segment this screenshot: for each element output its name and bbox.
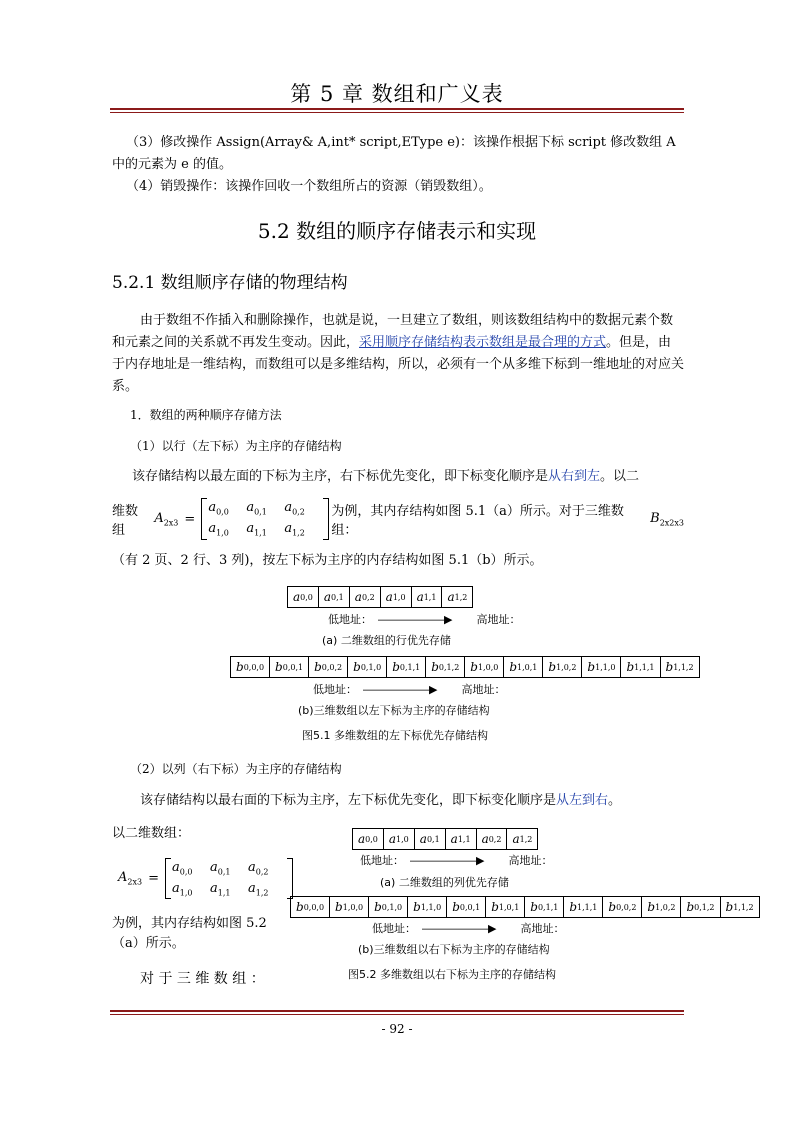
fig51-a-caption: (a) 二维数组的行优先存储	[322, 634, 451, 647]
matrix-cell: $a_{0,0}$	[172, 860, 193, 877]
memory-cell: a 0,1	[415, 829, 446, 849]
arrow-icon: ――――――▶	[363, 682, 438, 696]
footer-rule-thin	[110, 1014, 684, 1015]
memory-cell: b 1,1,0	[408, 897, 447, 917]
memory-cell: b 0,0,2	[309, 657, 348, 677]
paragraph-text-2: 。但是，由于内存地址是一维结构，而数组可以是多维结构，所以，必须有一个从多维下标到一维地址的对应关系。	[112, 335, 685, 394]
memory-cell: a 0,1	[319, 587, 350, 607]
memory-cell: b 1,0,2	[642, 897, 681, 917]
low-address-label: 低地址：	[313, 683, 357, 696]
op-assign-text: （3）修改操作 Assign(Array& A,int* script,EType e)：该操作根据下标 script 修改数组 A 中的元素为 e 的值。	[112, 135, 676, 172]
high-address-label: 高地址：	[461, 683, 506, 696]
memory-cell: b 1,1,2	[725, 900, 754, 914]
arrow-icon: ――――――▶	[378, 612, 453, 626]
col-major-line4: 对 于 三 维 数 组 ：	[140, 971, 265, 987]
low-address-label: 低地址：	[360, 854, 404, 867]
matrix-cell: $a_{1,1}$	[210, 880, 231, 898]
memory-cell: b 0,0,0	[291, 897, 330, 917]
memory-cell: a 1,0	[381, 587, 412, 607]
col-major-line3: 为例，其内存结构如图 5.2（a）所示。	[112, 916, 267, 951]
fig52-a-row	[352, 828, 538, 850]
memory-cell: a 0,2	[477, 829, 508, 849]
memory-cell: b 1,1,1	[621, 657, 660, 677]
high-address-label: 高地址：	[508, 854, 553, 867]
fig51-b-caption: (b)三维数组以左下标为主序的存储结构	[298, 704, 490, 717]
memory-cell: b 1,1,2	[665, 660, 694, 674]
paragraph-intro	[112, 310, 684, 398]
matrix-a-col	[165, 858, 293, 899]
matrix-a	[201, 498, 329, 539]
fig52-b-caption: (b)三维数组以右下标为主序的存储结构	[358, 943, 550, 956]
paragraph-text-1: 由于数组不作插入和删除操作，也就是说，一旦建立了数组，则该数组结构中的数据元素个数和元素之间的关系就不再发生变动。因此，	[112, 313, 674, 350]
memory-cell: a 1,2	[512, 832, 533, 846]
high-address-label: 高地址：	[520, 922, 565, 935]
memory-cell: b 0,1,2	[426, 657, 465, 677]
fig52-caption: 图5.2 多维数组以右下标为主序的存储结构	[348, 968, 556, 981]
col-major-line2: 以二维数组：	[112, 826, 191, 841]
heading-col-major: （2）以列（右下标）为主序的存储结构	[130, 762, 342, 776]
footer-rule	[110, 1010, 684, 1012]
col-major-line1	[112, 790, 684, 812]
matrix-cell: $a_{0,0}$	[208, 500, 229, 517]
memory-cell: b 0,0,1	[270, 657, 309, 677]
matrix-cell: $a_{1,1}$	[246, 521, 267, 538]
fig52-b-address	[372, 920, 564, 936]
storage-link[interactable]: 采用顺序存储结构表示数组是最合理的方式	[359, 335, 607, 350]
op-destroy-text: （4）销毁操作：该操作回收一个数组所占的资源（销毁数组）。	[126, 179, 492, 194]
col-major-text-end: 。	[608, 793, 622, 808]
fig51-a-row	[287, 586, 473, 608]
memory-cell: b 1,0,0	[465, 657, 504, 677]
memory-cell: b 0,0,1	[447, 897, 486, 917]
memory-cell: a 0,0	[353, 829, 384, 849]
arrow-icon: ――――――▶	[422, 921, 497, 935]
memory-cell: b 1,1,0	[582, 657, 621, 677]
order-left-to-right: 从左到右	[556, 793, 609, 808]
row-major-matrix-line: 维数组 $A_{2x3}$ = $a_{0,0}$ $a_{0,1}$ $a_{0,2}$ $a_{1,0}$ $a_{1,1}$ $a_{1,2}$ 为例，其内存结构如图 5.1（a）所示。对于三维数组： $B_{2x2x3}$	[112, 500, 684, 538]
memory-cell: b 0,1,2	[681, 897, 720, 917]
memory-cell: b 0,1,1	[525, 897, 564, 917]
fig51-caption: 图5.1 多维数组的左下标优先存储结构	[302, 729, 488, 742]
low-address-label: 低地址：	[328, 613, 372, 626]
arrow-icon: ――――――▶	[410, 853, 485, 867]
b-array-name: $B_{2x2x3}$	[650, 510, 684, 528]
memory-cell: a 1,1	[412, 587, 443, 607]
row-major-text: 该存储结构以最左面的下标为主序，右下标优先变化，即下标变化顺序是	[132, 469, 549, 484]
fig51-b-row	[230, 656, 700, 678]
section-title: 5.2 数组的顺序存储表示和实现	[257, 219, 537, 243]
memory-cell: a 0,0	[288, 587, 319, 607]
memory-cell: b 1,0,1	[486, 897, 525, 917]
memory-cell: b 0,0,0	[231, 657, 270, 677]
matrix-cell: $a_{1,0}$	[208, 521, 229, 538]
text-example: 为例，其内存结构如图 5.1（a）所示。对于三维数组：	[331, 504, 624, 538]
chapter-title: 第 5 章 数组和广义表	[290, 82, 504, 106]
memory-cell: b 1,0,0	[330, 897, 369, 917]
memory-cell: a 1,1	[446, 829, 477, 849]
memory-cell: b 1,1,1	[564, 897, 603, 917]
matrix-name: $A_{2x3}$	[118, 870, 143, 887]
fig51-b-address	[313, 681, 505, 697]
memory-cell: b 1,0,1	[504, 657, 543, 677]
memory-cell: a 0,2	[350, 587, 381, 607]
matrix-name: $A_{2x3}$	[154, 510, 179, 528]
matrix-cell: $a_{0,2}$	[284, 500, 305, 517]
page-number: - 92 -	[381, 1022, 413, 1036]
memory-cell: a 1,0	[384, 829, 415, 849]
matrix-cell: $a_{1,2}$	[284, 521, 305, 538]
header-rule-thin	[110, 112, 684, 113]
matrix-cell: $a_{0,1}$	[246, 500, 267, 517]
order-right-to-left: 从右到左	[548, 469, 601, 484]
fig52-a-caption: (a) 二维数组的列优先存储	[380, 876, 509, 889]
text-2d-array: 维数组	[112, 504, 139, 538]
memory-cell: a 1,2	[447, 590, 468, 604]
low-address-label: 低地址：	[372, 922, 416, 935]
fig52-b-row	[290, 896, 760, 918]
heading-row-major: （1）以行（左下标）为主序的存储结构	[130, 439, 342, 453]
matrix-cell: $a_{0,1}$	[210, 860, 231, 877]
memory-cell: b 0,1,0	[348, 657, 387, 677]
row-major-text-end: 。以二	[600, 469, 640, 484]
memory-cell: b 0,0,2	[603, 897, 642, 917]
col-major-text: 该存储结构以最右面的下标为主序，左下标优先变化，即下标变化顺序是	[140, 793, 557, 808]
matrix-cell: $a_{1,0}$	[172, 880, 193, 898]
memory-cell: b 1,0,2	[543, 657, 582, 677]
row-major-line1	[112, 466, 684, 488]
col-major-matrix: $A_{2x3}$ = $a_{0,0}$ $a_{0,1}$ $a_{0,2}$ $a_{1,0}$ $a_{1,1}$ $a_{1,2}$	[118, 858, 293, 899]
row-major-line3: （有 2 页、2 行、3 列)，按左下标为主序的内存结构如图 5.1（b）所示。	[112, 553, 543, 568]
header-rule	[110, 108, 684, 110]
matrix-cell: $a_{0,2}$	[248, 860, 269, 877]
high-address-label: 高地址：	[476, 613, 521, 626]
subsection-title: 5.2.1 数组顺序存储的物理结构	[112, 273, 348, 293]
fig51-a-address	[328, 611, 520, 627]
memory-cell: b 0,1,1	[387, 657, 426, 677]
matrix-cell: $a_{1,2}$	[248, 880, 269, 898]
heading-two-methods: 1．数组的两种顺序存储方法	[130, 408, 282, 422]
fig52-a-address	[360, 852, 552, 868]
memory-cell: b 0,1,0	[369, 897, 408, 917]
